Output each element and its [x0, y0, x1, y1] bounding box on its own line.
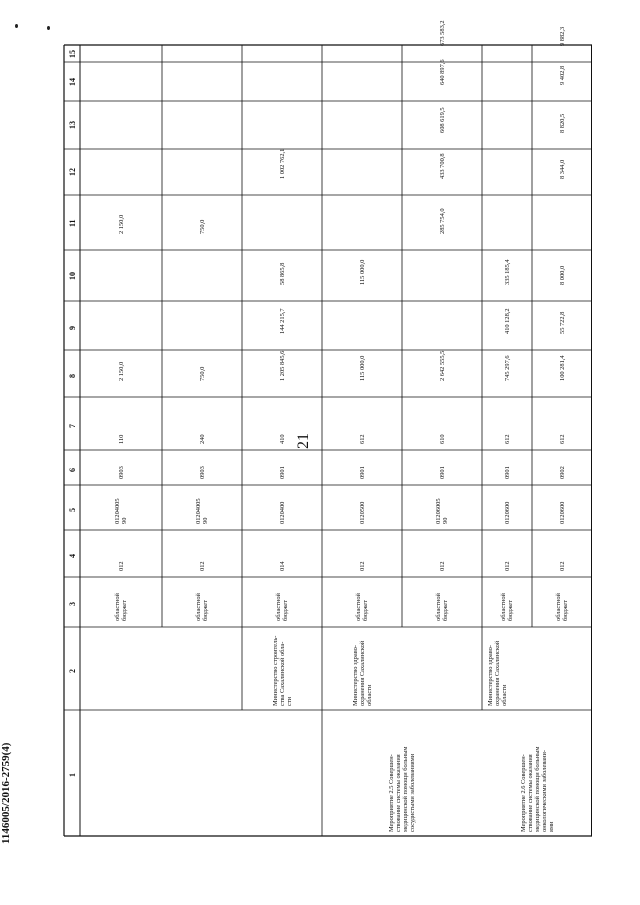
table-cell: 012	[503, 561, 511, 571]
table-cell: 612	[503, 434, 511, 444]
table-cell: Мероприятие 2.5 Совершен- ствование системы оказания медицинской помощи больным сосудистыми заболеваниями	[388, 746, 416, 832]
table-cell: 115 000,0	[358, 259, 366, 285]
column-header: 12	[68, 168, 77, 176]
table-cell: 012	[198, 561, 206, 571]
table-cell: 0903	[117, 466, 125, 479]
column-header: 8	[68, 373, 77, 378]
table-cell: 8 820,5	[558, 113, 566, 133]
column-header: 4	[68, 553, 77, 558]
table-cell: 110	[117, 434, 125, 444]
table-cell: Министерство здраво- охранения Сахалинской области	[351, 640, 373, 706]
table-cell: 410	[278, 434, 286, 444]
table-cell: 673 583,2	[438, 20, 446, 46]
table-cell: 2 150,0	[117, 214, 125, 234]
table-cell: 285 754,0	[438, 208, 446, 234]
table-cell: 014	[278, 561, 286, 571]
table-cell: 58 865,8	[278, 262, 286, 285]
table-cell: 0120400	[278, 501, 286, 524]
table-cell: 410 128,2	[503, 308, 511, 334]
table-cell: 0901	[503, 466, 511, 479]
table-cell: 610	[438, 434, 446, 444]
table-cell: 0901	[438, 466, 446, 479]
table-cell: 01204005 90	[114, 498, 128, 524]
table-cell: 0902	[558, 466, 566, 479]
table-cell: Министерство строитель- ства Сахалинской обла- сти	[271, 635, 293, 706]
table-cell: областной бюджет	[275, 593, 289, 621]
table-cell: 612	[358, 434, 366, 444]
table-cell: 01204005 90	[195, 498, 209, 524]
column-header: 13	[68, 121, 77, 129]
table-cell: областной бюджет	[435, 593, 449, 621]
budget-table	[64, 20, 592, 836]
column-header: 1	[68, 773, 77, 777]
table-cell: областной бюджет	[500, 593, 514, 621]
table-cell: 1 205 845,6	[278, 350, 286, 381]
table-cell: 640 897,6	[438, 59, 446, 85]
table-cell: 012	[358, 561, 366, 571]
table-cell: 01206005 90	[435, 498, 449, 524]
table-cell: 012	[558, 561, 566, 571]
table-cell: 750,0	[198, 366, 206, 381]
column-header: 9	[68, 325, 77, 330]
table-cell: 8 344,0	[558, 159, 566, 179]
column-header: 2	[68, 668, 77, 673]
column-header: 10	[68, 271, 77, 280]
column-header: 5	[68, 507, 77, 512]
table-cell: Министерство здраво- охранения Сахалинской области	[486, 640, 508, 706]
table-grid	[64, 45, 592, 836]
table-cell: 608 619,5	[438, 107, 446, 133]
table-cell: 9 882,3	[558, 26, 566, 46]
table-cell: 612	[558, 434, 566, 444]
table-cell: 8 000,0	[558, 265, 566, 285]
table-cell: Мероприятие 2.6 Совершен- ствование системы оказания медицинской помощи больным онкологическими заболевани- ями	[519, 746, 555, 832]
table-cell: 0903	[198, 466, 206, 479]
table-cell: 433 700,8	[438, 153, 446, 179]
table-cell: 0120600	[558, 501, 566, 524]
table-cell: 0120600	[503, 501, 511, 524]
column-header: 14	[68, 77, 77, 86]
table-cell: 1 002 762,1	[278, 148, 286, 179]
column-header: 7	[68, 423, 77, 428]
table-cell: 012	[438, 561, 446, 571]
table-cell: 55 722,8	[558, 311, 566, 334]
table-cell: областной бюджет	[195, 593, 209, 621]
table-cell: 012	[117, 561, 125, 571]
table-cell: 750,0	[198, 219, 206, 234]
scan-speck	[15, 24, 18, 28]
page-number: 21	[295, 433, 312, 449]
column-header: 3	[68, 602, 77, 606]
column-header: 11	[68, 218, 77, 227]
scan-speck	[47, 26, 50, 30]
table-cell: 100 281,4	[558, 355, 566, 381]
table-cell: 335 185,4	[503, 259, 511, 285]
table-cell: 144 215,7	[278, 308, 286, 334]
table-cell: 0901	[278, 466, 286, 479]
document-code: 1146005/2016-2759(4)	[0, 742, 12, 844]
table-cell: 745 297,6	[503, 355, 511, 381]
table-cell: 240	[198, 434, 206, 444]
table-cell: 2 642 555,5	[438, 350, 446, 381]
table-cell: областной бюджет	[114, 593, 128, 621]
table-cell: 0901	[358, 466, 366, 479]
column-header: 6	[68, 467, 77, 472]
table-cell: 0120500	[358, 501, 366, 524]
table-cell: 9 402,8	[558, 65, 566, 85]
table-cell: 2 150,0	[117, 361, 125, 381]
table-cell: 115 000,0	[358, 355, 366, 381]
table-cell: областной бюджет	[555, 593, 569, 621]
column-header: 15	[68, 49, 77, 58]
table-cell: областной бюджет	[355, 593, 369, 621]
